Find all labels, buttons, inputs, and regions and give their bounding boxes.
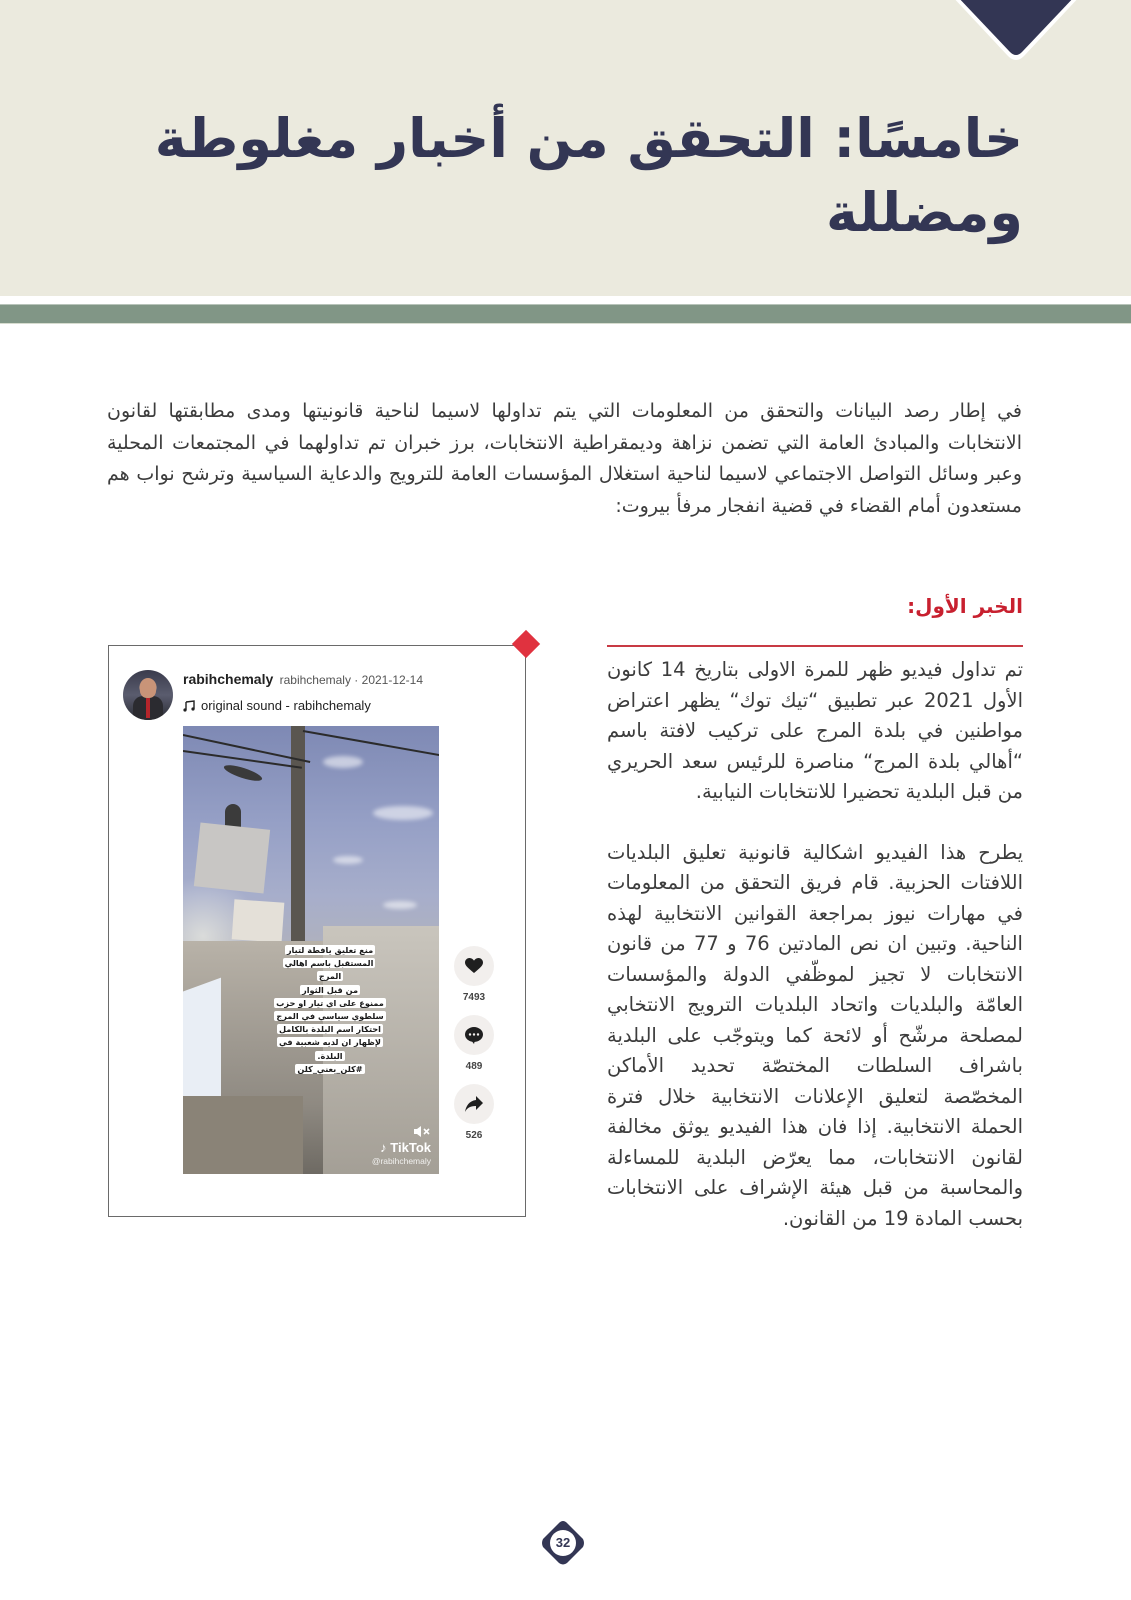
like-count: 7493: [462, 992, 486, 1003]
video-caption: منع تعليق يافطة لتيار المستقبل باسم اهالي المرج من قبل الثوار ممنوع على اي تيار او حزب سلطوي سياسي في المرج احتكار اسم البلدة بالكامل لإظهار ان لديه شعبية في البلدة. #كلن_يعني_كلن: [276, 945, 384, 1074]
page-number: 32: [555, 1535, 571, 1550]
share-action[interactable]: [453, 1084, 495, 1141]
action-bar: [453, 946, 495, 1153]
intro-paragraph: في إطار رصد البيانات والتحقق من المعلومات التي يتم تداولها لاسيما لناحية قانونيتها ومدى مطابقتها لقانون الانتخابات والمبادئ العامة التي تضمن نزاهة وديمقراطية الانتخابات، برز خبران تم تداولهما في المجتمعات المحلية وعبر وسائل التواصل الاجتماعي لاسيما لناحية استغلال المؤسسات العامة للترويج والدعاية السياسية وترشح نواب هم مستعدون أمام القضاء في قضية انفجار مرفأ بيروت:: [107, 400, 1022, 517]
tiktok-logo-text: TikTok: [390, 1140, 431, 1155]
watermark-handle: @rabihchemaly: [371, 1156, 431, 1166]
share-arrow-icon: [465, 1096, 483, 1112]
news-paragraph: يطرح هذا الفيديو اشكالية قانونية تعليق البلديات اللافتات الحزبية. قام فريق التحقق من المعلومات في مهارات نيوز بمراجعة القوانين الانتخابية لهذه الناحية. وتبين ان نص المادتين 76 و 77 من قانون الانتخابات لا تجيز لموظّفي الدولة والمؤسسات العامّة والبلديات واتحاد البلديات الترويج الانتخابي لمصلحة مرشّح أو لائحة كما ويتوجّب على البلدية باشراف السلطات المختصّة تحديد الأماكن المخصّصة لتعليق الإعلانات الانتخابية خلال فترة الحملة الانتخابية. إذا فان هذا الفيديو يوثق مخالفة لقانون الانتخابات، مما يعرّض البلدية للمساءلة والمحاسبة من قبل هيئة الإشراف على الانتخابات بحسب المادة 19 من القانون.: [607, 840, 1023, 1230]
tiktok-watermark: [372, 1125, 431, 1166]
avatar[interactable]: [123, 670, 173, 720]
section-heading: الخبر الأول:: [907, 594, 1023, 618]
sound-link[interactable]: [183, 698, 371, 713]
divider-bar: [0, 304, 1131, 324]
section-rule: [607, 645, 1023, 647]
corner-tab-decoration: [950, 0, 1082, 64]
page-title: خامسًا: التحقق من أخبار مغلوطة ومضللة: [154, 107, 1023, 244]
comment-count: 489: [465, 1061, 483, 1072]
like-action[interactable]: [453, 946, 495, 1003]
comment-bubble-icon: [465, 1027, 483, 1044]
tiktok-logo-icon: ♪: [380, 1140, 387, 1155]
tiktok-post-card: [108, 645, 526, 1217]
sound-label: original sound - rabihchemaly: [201, 698, 371, 713]
comment-action[interactable]: [453, 1015, 495, 1072]
username[interactable]: rabihchemaly: [183, 671, 274, 687]
handle-date: rabihchemaly · 2021-12-14: [279, 673, 424, 687]
news-body: [607, 655, 1023, 1234]
share-count: 526: [465, 1130, 483, 1141]
video-frame[interactable]: [183, 726, 439, 1174]
news-paragraph: تم تداول فيديو ظهر للمرة الاولى بتاريخ 14 كانون الأول 2021 عبر تطبيق “تيك توك“ يظهر اعتراض مواطنين في بلدة المرج على تركيب لافتة باسم “أهالي بلدة المرج“ مناصرة للرئيس سعد الحريري من قبل البلدية تحضيرا للانتخابات النيابية.: [607, 658, 1024, 803]
author-line: [183, 671, 423, 687]
muted-speaker-icon[interactable]: [372, 1125, 431, 1140]
heart-icon: [465, 958, 483, 974]
music-note-icon: [183, 700, 195, 712]
